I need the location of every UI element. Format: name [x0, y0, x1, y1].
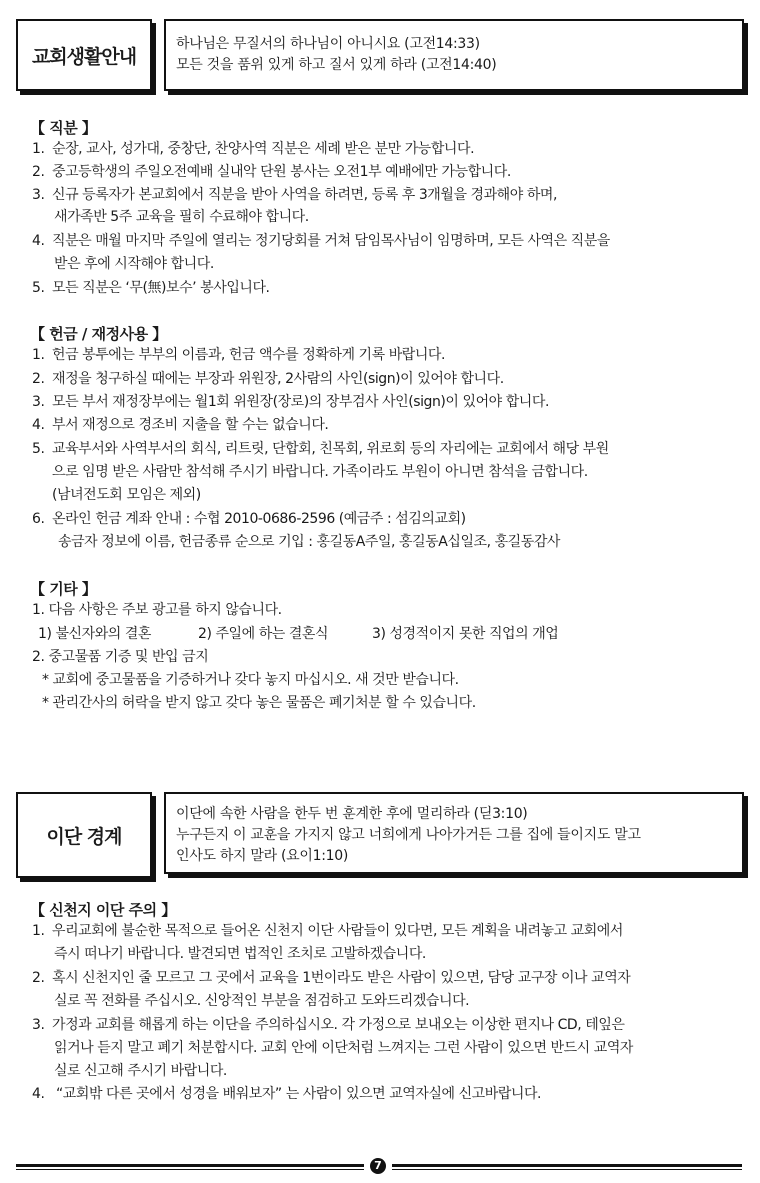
- list-item-continued: (남녀전도회 모임은 제외): [52, 487, 201, 503]
- list-item-continued: 받은 후에 시작해야 합니다.: [54, 256, 214, 272]
- footer-rule-right: [392, 1164, 742, 1167]
- duties-title: 【 직분 】: [30, 119, 97, 137]
- section-title-church-life: 교회생활안내: [16, 19, 152, 91]
- list-item-continued: 즉시 떠나기 바랍니다. 발견되면 법적인 조치로 고발하겠습니다.: [54, 946, 426, 962]
- list-item: 2. 재정을 청구하실 때에는 부장과 위원장, 2사람의 사인(sign)이 있어야 합니다.: [32, 371, 504, 387]
- list-item: 6. 온라인 헌금 계좌 안내 : 수협 2010-0686-2596 (예금주 : 섬김의교회): [32, 511, 466, 527]
- sub-item: 3) 성경적이지 못한 직업의 개업: [372, 626, 559, 642]
- list-item: 2. 혹시 신천지인 줄 모르고 그 곳에서 교육을 1번이라도 받은 사람이 있으면, 담당 교구장 이나 교역자: [32, 970, 631, 986]
- section-title-heresy: 이단 경계: [16, 792, 152, 878]
- footer-rule-right-thin: [392, 1169, 742, 1170]
- list-item-continued: 실로 신고해 주시기 바랍니다.: [54, 1063, 227, 1079]
- finance-title: 【 헌금 / 재정사용 】: [30, 325, 167, 343]
- verse-line: 누구든지 이 교훈을 가지지 않고 너희에게 나아가거든 그를 집에 들이지도 말고: [176, 827, 641, 843]
- sub-item: 2) 주일에 하는 결혼식: [198, 626, 329, 642]
- list-item-continued: 읽거나 듣지 말고 폐기 처분합시다. 교회 안에 이단처럼 느껴지는 그런 사람이 있으면 반드시 교역자: [54, 1040, 633, 1056]
- list-item: 4. 직분은 매월 마지막 주일에 열리는 정기당회를 거쳐 담임목사님이 임명하며, 모든 사역은 직분을: [32, 233, 610, 249]
- church-life-header: [16, 19, 744, 91]
- footer-rule-left-thin: [16, 1169, 364, 1170]
- list-item: 4. “교회밖 다른 곳에서 성경을 배워보자” 는 사람이 있으면 교역자실에 신고바랍니다.: [32, 1086, 542, 1102]
- note-item: * 관리간사의 허락을 받지 않고 갖다 놓은 물품은 폐기처분 할 수 있습니다.: [42, 695, 476, 711]
- list-item-continued: 실로 꼭 전화를 주십시오. 신앙적인 부분을 점검하고 도와드리겠습니다.: [54, 993, 470, 1009]
- list-item: 3. 가정과 교회를 해롭게 하는 이단을 주의하십시오. 각 가정으로 보내오는 이상한 편지나 CD, 테잎은: [32, 1017, 625, 1033]
- list-item: 1. 다음 사항은 주보 광고를 하지 않습니다.: [32, 602, 282, 618]
- list-item: 2. 중고등학생의 주일오전예배 실내악 단원 봉사는 오전1부 예배에만 가능합니다.: [32, 164, 511, 180]
- list-item: 3. 신규 등록자가 본교회에서 직분을 받아 사역을 하려면, 등록 후 3개월을 경과해야 하며,: [32, 187, 557, 203]
- list-item-continued: 으로 임명 받은 사람만 참석해 주시기 바랍니다. 가족이라도 부원이 아니면 참석을 금합니다.: [52, 464, 588, 480]
- list-item: 4. 부서 재정으로 경조비 지출을 할 수는 없습니다.: [32, 417, 329, 433]
- list-item: 1. 우리교회에 불순한 목적으로 들어온 신천지 이단 사람들이 있다면, 모든 계획을 내려놓고 교회에서: [32, 923, 623, 939]
- note-item: * 교회에 중고물품을 기증하거나 갖다 놓지 마십시오. 새 것만 받습니다.: [42, 672, 459, 688]
- verse-box: [164, 792, 744, 874]
- verse-box: [164, 19, 744, 91]
- list-item-continued: 송금자 정보에 이름, 헌금종류 순으로 기입 : 홍길동A주일, 홍길동A십일조, 홍길동감사: [58, 534, 560, 550]
- list-item: 5. 교육부서와 사역부서의 회식, 리트릿, 단합회, 친목회, 위로회 등의 자리에는 교회에서 해당 부원: [32, 441, 609, 457]
- verse-line: 인사도 하지 말라 (요이1:10): [176, 848, 349, 864]
- list-item-continued: 새가족반 5주 교육을 필히 수료해야 합니다.: [54, 209, 309, 225]
- list-item: 3. 모든 부서 재정장부에는 월1회 위원장(장로)의 장부검사 사인(sign)이 있어야 합니다.: [32, 394, 549, 410]
- page-footer: [16, 1158, 742, 1176]
- list-item: 1. 순장, 교사, 성가대, 중창단, 찬양사역 직분은 세례 받은 분만 가능합니다.: [32, 141, 475, 157]
- verse-line: 모든 것을 품위 있게 하고 질서 있게 하라 (고전14:40): [176, 57, 497, 73]
- heresy-title: 【 신천지 이단 주의 】: [30, 901, 176, 919]
- sub-item: 1) 불신자와의 결혼: [38, 626, 151, 642]
- list-item: 2. 중고물품 기증 및 반입 금지: [32, 649, 209, 665]
- verse-line: 하나님은 무질서의 하나님이 아니시요 (고전14:33): [176, 36, 480, 52]
- heresy-warning-header: [16, 792, 744, 874]
- verse-line: 이단에 속한 사람을 한두 번 훈계한 후에 멀리하라 (딛3:10): [176, 806, 528, 822]
- list-item: 1. 헌금 봉투에는 부부의 이름과, 헌금 액수를 정확하게 기록 바랍니다.: [32, 347, 445, 363]
- list-item: 5. 모든 직분은 ‘무(無)보수’ 봉사입니다.: [32, 280, 270, 296]
- footer-rule-left: [16, 1164, 364, 1167]
- page-number: 7: [370, 1158, 386, 1174]
- etc-title: 【 기타 】: [30, 580, 97, 598]
